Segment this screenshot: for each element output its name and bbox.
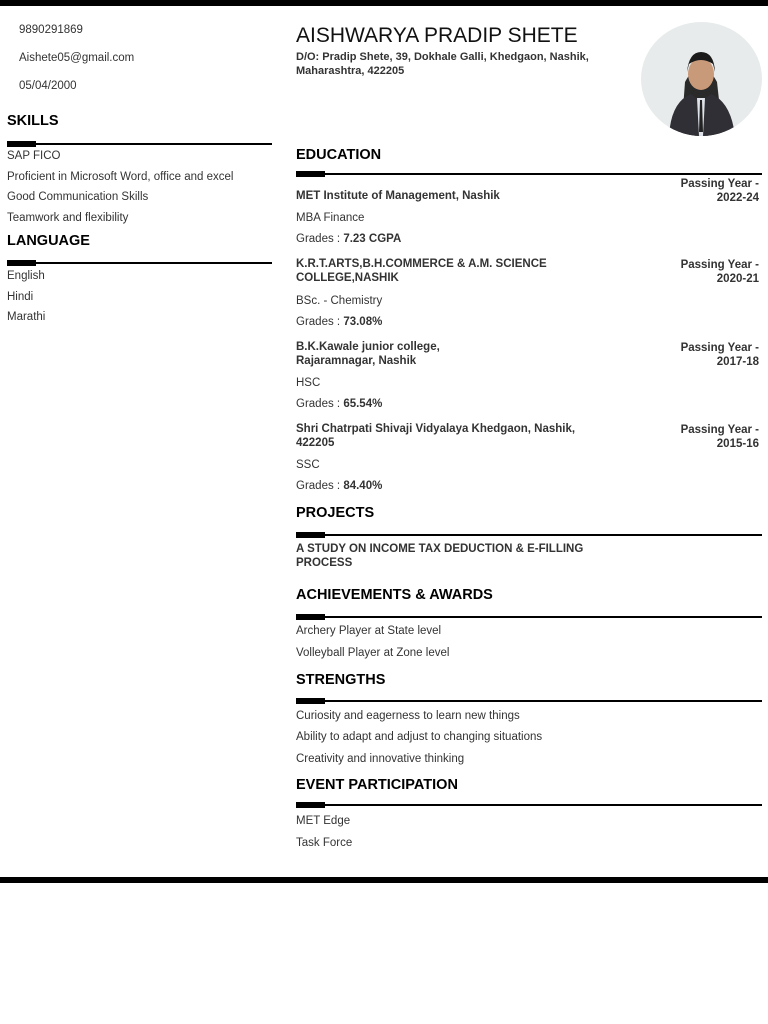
top-border [0, 0, 768, 6]
event-item: MET Edge [296, 815, 351, 827]
grade-value: 84.40% [343, 480, 383, 492]
divider [296, 173, 762, 175]
skills-heading: SKILLS [7, 113, 59, 129]
passing-year-label: Passing Year - [680, 342, 759, 354]
course: HSC [296, 377, 321, 389]
address: D/O: Pradip Shete, 39, Dokhale Galli, Khedgaon, Nashik, Maharashtra, 422205 [296, 51, 589, 77]
grades-label: Grades : [296, 398, 344, 410]
grades [296, 315, 382, 329]
profile-photo [641, 22, 762, 136]
grades [296, 397, 382, 411]
grades-label: Grades : [296, 316, 344, 328]
divider [296, 804, 762, 806]
passing-year: 2015-16 [716, 438, 759, 450]
email: Aishete05@gmail.com [19, 52, 135, 64]
passing-year-label: Passing Year - [680, 259, 759, 271]
divider [7, 143, 272, 145]
divider [296, 700, 762, 702]
bottom-border [0, 877, 768, 883]
passing-year: 2022-24 [716, 192, 759, 204]
language-item: English [7, 270, 45, 282]
language-item: Marathi [7, 311, 46, 323]
course: MBA Finance [296, 212, 365, 224]
skill-item: SAP FICO [7, 150, 61, 162]
institute-name: MET Institute of Management, Nashik [296, 190, 500, 202]
skill-item: Good Communication Skills [7, 191, 149, 203]
grade-value: 65.54% [343, 398, 383, 410]
strengths-heading: STRENGTHS [296, 672, 386, 688]
grades-label: Grades : [296, 480, 344, 492]
achievement-item: Volleyball Player at Zone level [296, 647, 450, 659]
grade-value: 73.08% [343, 316, 383, 328]
achievement-item: Archery Player at State level [296, 625, 442, 637]
events-heading: EVENT PARTICIPATION [296, 777, 458, 793]
passing-year-label: Passing Year - [680, 424, 759, 436]
strength-item: Ability to adapt and adjust to changing situations [296, 731, 543, 743]
passing-year: 2020-21 [716, 273, 759, 285]
language-item: Hindi [7, 291, 34, 303]
passing-year: 2017-18 [716, 356, 759, 368]
education-heading: EDUCATION [296, 147, 382, 163]
grade-value: 7.23 CGPA [343, 233, 402, 245]
projects-heading: PROJECTS [296, 505, 375, 521]
grades [296, 232, 401, 246]
event-item: Task Force [296, 837, 353, 849]
divider [296, 534, 762, 536]
candidate-name: AISHWARYA PRADIP SHETE [296, 24, 578, 47]
phone: 9890291869 [19, 24, 83, 36]
language-heading: LANGUAGE [7, 233, 90, 249]
passing-year-label: Passing Year - [680, 178, 759, 190]
date-of-birth: 05/04/2000 [19, 80, 77, 92]
skill-item: Teamwork and flexibility [7, 212, 129, 224]
course: BSc. - Chemistry [296, 295, 383, 307]
course: SSC [296, 459, 320, 471]
achievements-heading: ACHIEVEMENTS & AWARDS [296, 587, 493, 603]
divider [296, 616, 762, 618]
institute-name: K.R.T.ARTS,B.H.COMMERCE & A.M. SCIENCE COLLEGE,NASHIK [296, 258, 547, 284]
divider [7, 262, 272, 264]
skill-item: Proficient in Microsoft Word, office and excel [7, 171, 234, 183]
grades [296, 479, 382, 493]
institute-name: B.K.Kawale junior college, Rajaramnagar, Nashik [296, 341, 440, 367]
institute-name: Shri Chatrpati Shivaji Vidyalaya Khedgaon, Nashik, 422205 [296, 423, 576, 449]
strength-item: Curiosity and eagerness to learn new things [296, 710, 520, 722]
project-item: A STUDY ON INCOME TAX DEDUCTION & E-FILLING PROCESS [296, 543, 584, 569]
grades-label: Grades : [296, 233, 344, 245]
strength-item: Creativity and innovative thinking [296, 753, 465, 765]
